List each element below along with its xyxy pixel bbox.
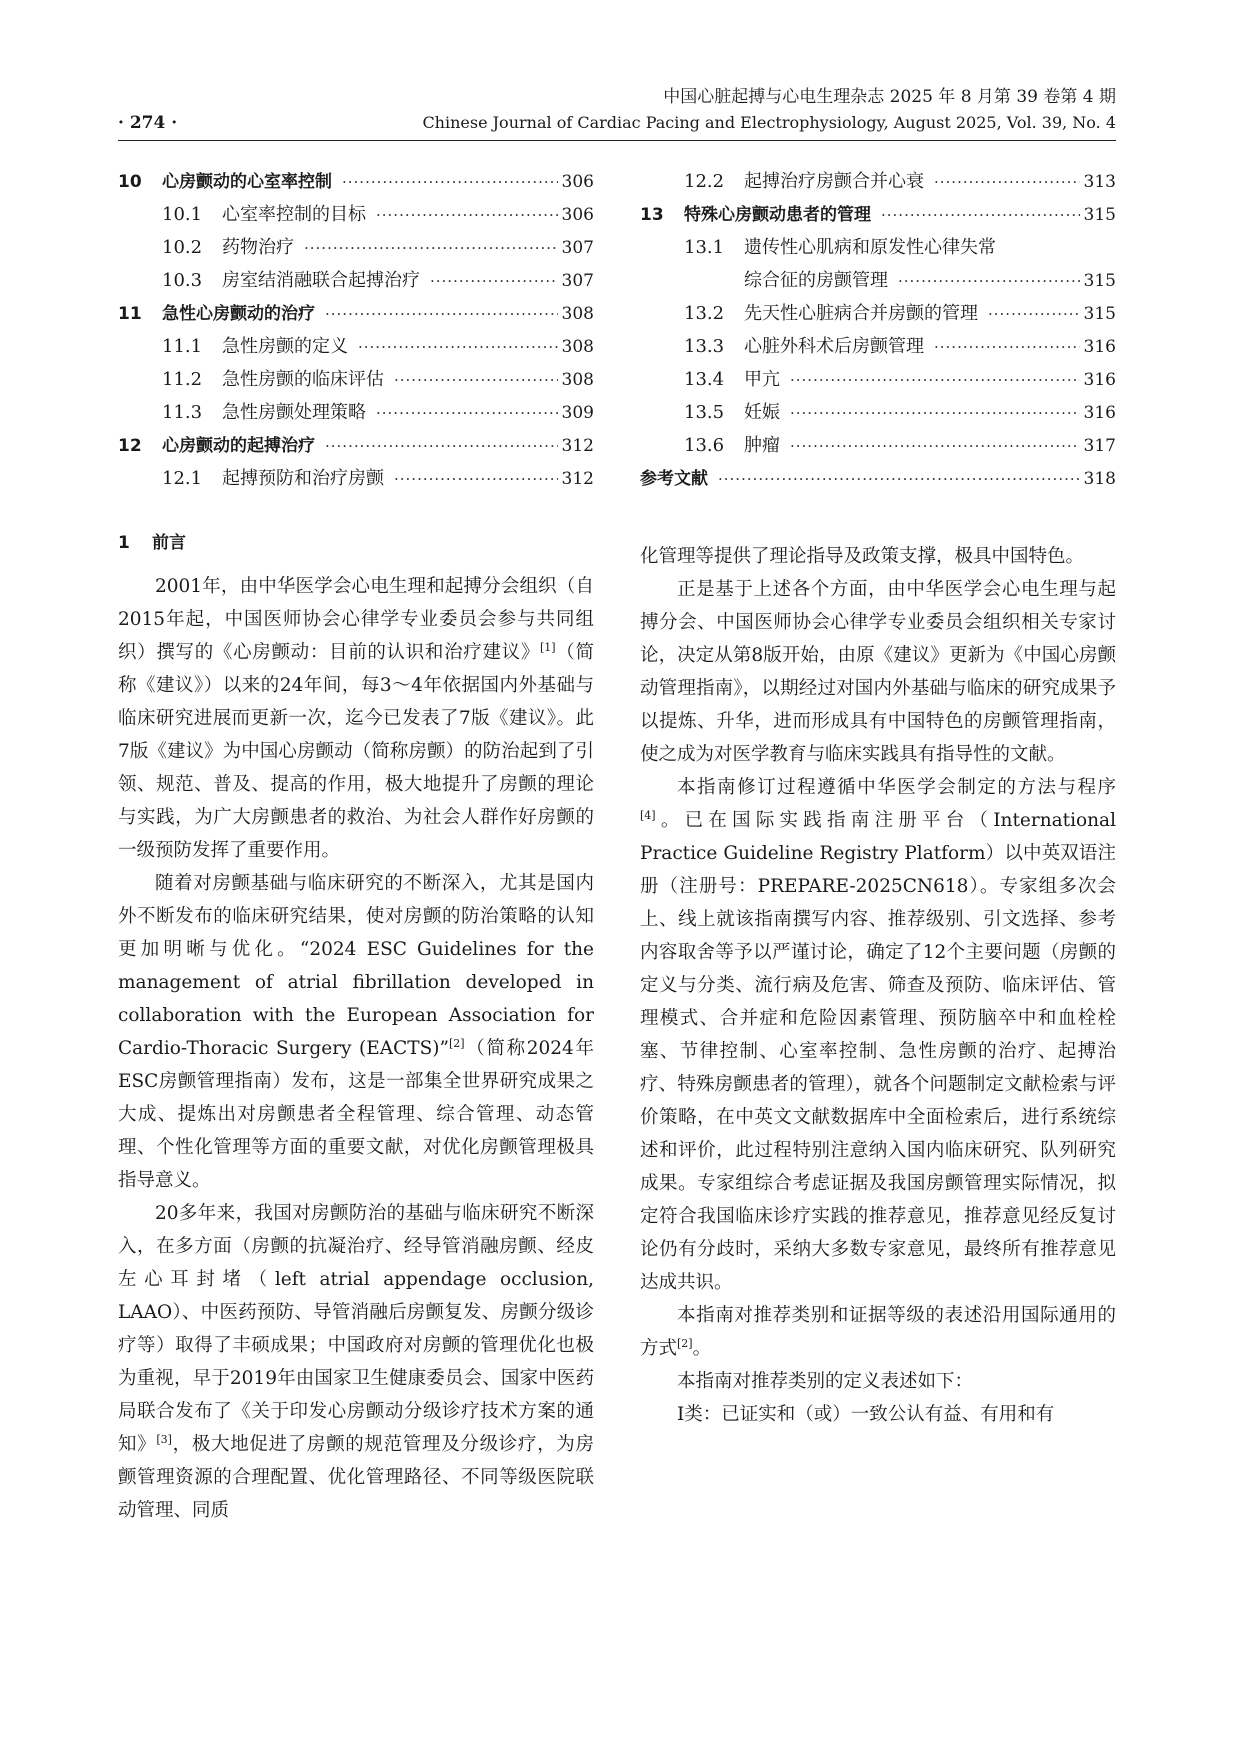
toc-entry bbox=[640, 200, 1116, 233]
toc-leader-dots bbox=[934, 173, 1080, 191]
toc-entry bbox=[640, 167, 1116, 200]
right-text-column bbox=[640, 540, 1116, 1431]
paragraph-text-cont: （简称《建议》）以来的24年间，每3～4年依据国内外基础与临床研究进展而更新一次，迄今已发表了7版《建议》。此7版《建议》为中国心房颤动（简称房颤）的防治起到了引领、规范、普及、提高的作用，极大地提升了房颤的理论与实践，为广大房颤患者的救治、为社会人群作好房颤的一级预防发挥了重要作用。 bbox=[118, 642, 594, 861]
toc-entry-title: 心房颤动的心室率控制 bbox=[162, 172, 332, 192]
toc-entry-page: 312 bbox=[561, 469, 594, 489]
toc-entry-page: 308 bbox=[561, 370, 594, 390]
paragraph-text-cont: ，极大地促进了房颤的规范管理及分级诊疗，为房颤管理资源的合理配置、优化管理路径、不同等级医院联动管理、同质 bbox=[118, 1434, 594, 1521]
toc-entry-title: 急性房颤处理策略 bbox=[222, 402, 366, 423]
toc-entry-number: 10.3 bbox=[162, 270, 203, 291]
toc-entry-page: 313 bbox=[1083, 172, 1116, 192]
paragraph-text: 2001年，由中华医学会心电生理和起搏分会组织（自2015年起，中国医师协会心律学专业委员会参与共同组织）撰写的《心房颤动：目前的认识和治疗建议》 bbox=[118, 576, 594, 663]
toc-entry-number: 11 bbox=[118, 304, 142, 324]
toc-leader-dots bbox=[358, 338, 558, 356]
paragraph bbox=[640, 771, 1116, 1299]
paragraph-text: 20多年来，我国对房颤防治的基础与临床研究不断深入，在多方面（房颤的抗凝治疗、经导管消融房颤、经皮左心耳封堵（left atrial appendage occlusion, LAAO）、中医药预防、导管消融后房颤复发、房颤分级诊疗等）取得了丰硕成果；中国政府对房颤的管理优化也极为重视，早于2019年由国家卫生健康委员会、国家中医药局联合发布了《关于印发心房颤动分级诊疗技术方案的通知》 bbox=[118, 1203, 594, 1455]
toc-entry-number: 13.5 bbox=[684, 402, 725, 423]
toc-entry-title: 遗传性心肌病和原发性心律失常 bbox=[744, 237, 996, 258]
toc-leader-dots bbox=[394, 371, 558, 389]
paragraph bbox=[118, 570, 594, 867]
paragraph-text-cont: （简称2024年ESC房颤管理指南）发布，这是一部集全世界研究成果之大成、提炼出对房颤患者全程管理、综合管理、动态管理、个性化管理等方面的重要文献，对优化房颤管理极具指导意义。 bbox=[118, 1038, 594, 1191]
toc-entry-title: 药物治疗 bbox=[222, 237, 294, 258]
paragraph bbox=[640, 1299, 1116, 1365]
toc-entry-title: 心房颤动的起搏治疗 bbox=[162, 436, 315, 456]
toc-entry bbox=[640, 266, 1116, 299]
header-rule bbox=[118, 140, 1116, 141]
toc-entry bbox=[640, 332, 1116, 365]
toc-entry-page: 307 bbox=[561, 238, 594, 258]
toc-entry-page: 315 bbox=[1083, 271, 1116, 291]
toc-entry-page: 308 bbox=[561, 337, 594, 357]
citation-ref: [2] bbox=[677, 1336, 693, 1350]
toc-entry-number: 13.4 bbox=[684, 369, 725, 390]
toc-entry bbox=[118, 233, 594, 266]
toc-entry-number: 11.1 bbox=[162, 336, 203, 357]
toc-entry-number: 10.1 bbox=[162, 204, 203, 225]
toc-leader-dots bbox=[430, 272, 558, 290]
toc-entry-page: 318 bbox=[1083, 469, 1116, 489]
paragraph bbox=[640, 573, 1116, 771]
toc-entry-page: 316 bbox=[1083, 370, 1116, 390]
toc-entry-title: 先天性心脏病合并房颤的管理 bbox=[744, 303, 978, 324]
paragraph-text: 正是基于上述各个方面，由中华医学会心电生理与起搏分会、中国医师协会心律学专业委员会组织相关专家讨论，决定从第8版开始，由原《建议》更新为《中国心房颤动管理指南》，以期经过对国内外基础与临床的研究成果予以提炼、升华，进而形成具有中国特色的房颤管理指南，使之成为对医学教育与临床实践具有指导性的文献。 bbox=[640, 579, 1116, 765]
toc-entry bbox=[118, 398, 594, 431]
citation-ref: [4] bbox=[640, 808, 656, 822]
toc-entry-page: 315 bbox=[1083, 304, 1116, 324]
toc-entry-title: 甲亢 bbox=[744, 369, 780, 390]
toc-entry bbox=[118, 299, 594, 332]
toc-entry-number: 12 bbox=[118, 436, 142, 456]
toc-entry-title: 房室结消融联合起搏治疗 bbox=[222, 270, 420, 291]
toc-entry-page: 312 bbox=[561, 436, 594, 456]
paragraph-text: 本指南对推荐类别的定义表述如下： bbox=[677, 1371, 974, 1392]
toc-entry bbox=[640, 299, 1116, 332]
toc-entry-title: 妊娠 bbox=[744, 402, 780, 423]
toc-entry-number: 13.2 bbox=[684, 303, 725, 324]
toc-entry bbox=[640, 398, 1116, 431]
toc-entry-number: 10 bbox=[118, 172, 142, 192]
paragraph-text-cont: 。已在国际实践指南注册平台（International Practice Guideline Registry Platform）以中英双语注册（注册号：PREPARE-2025CN618）。专家组多次会上、线上就该指南撰写内容、推荐级别、引文选择、参考内容取舍等予以严谨讨论，确定了12个主要问题（房颤的定义与分类、流行病及危害、筛查及预防、临床评估、管理模式、合并症和危险因素管理、预防脑卒中和血栓栓塞、节律控制、心室率控制、急性房颤的治疗、起搏治疗、特殊房颤患者的管理），就各个问题制定文献检索与评价策略，在中英文文献数据库中全面检索后，进行系统综述和评价，此过程特别注意纳入国内临床研究、队列研究成果。专家组综合考虑证据及我国房颤管理实际情况，拟定符合我国临床诊疗实践的推荐意见，推荐意见经反复讨论仍有分歧时，采纳大多数专家意见，最终所有推荐意见达成共识。 bbox=[640, 810, 1116, 1293]
toc-left-column bbox=[118, 167, 594, 497]
toc-entry-page: 309 bbox=[561, 403, 594, 423]
toc-entry-number: 13.3 bbox=[684, 336, 725, 357]
paragraph-text: 本指南对推荐类别和证据等级的表述沿用国际通用的方式 bbox=[640, 1305, 1116, 1359]
toc-entry-number: 13.1 bbox=[684, 237, 725, 258]
paragraph-text: Ⅰ类：已证实和（或）一致公认有益、有用和有 bbox=[677, 1404, 1055, 1425]
toc-entry bbox=[640, 233, 1116, 266]
citation-ref: [3] bbox=[156, 1432, 172, 1446]
toc-leader-dots bbox=[325, 437, 558, 455]
toc-entry-title: 综合征的房颤管理 bbox=[744, 270, 888, 291]
paragraph-text-cont: 。 bbox=[692, 1338, 712, 1359]
toc-entry bbox=[118, 365, 594, 398]
toc-entry-page: 306 bbox=[561, 172, 594, 192]
toc-leader-dots bbox=[718, 470, 1080, 488]
citation-ref: [1] bbox=[540, 640, 556, 654]
toc-entry-page: 308 bbox=[561, 304, 594, 324]
toc-leader-dots bbox=[790, 437, 1080, 455]
toc-entry-number: 12.1 bbox=[162, 468, 203, 489]
toc-entry-page: 307 bbox=[561, 271, 594, 291]
journal-title-cn: 中国心脏起搏与心电生理杂志 2025 年 8 月第 39 卷第 4 期 bbox=[663, 87, 1116, 107]
toc-leader-dots bbox=[790, 371, 1080, 389]
toc-entry bbox=[640, 431, 1116, 464]
toc-entry-title: 参考文献 bbox=[640, 469, 708, 489]
toc-entry bbox=[118, 266, 594, 299]
paragraph bbox=[640, 1365, 1116, 1398]
toc-entry-title: 起搏预防和治疗房颤 bbox=[222, 468, 384, 489]
page-number: · 274 · bbox=[118, 113, 178, 133]
paragraph bbox=[640, 1398, 1116, 1431]
toc-right-column bbox=[640, 167, 1116, 497]
toc-entry bbox=[640, 365, 1116, 398]
toc-entry bbox=[118, 200, 594, 233]
toc-entry bbox=[118, 464, 594, 497]
toc-leader-dots bbox=[376, 206, 558, 224]
toc-entry-title: 特殊心房颤动患者的管理 bbox=[684, 205, 871, 225]
toc-entry-page: 316 bbox=[1083, 337, 1116, 357]
paragraph-text: 化管理等提供了理论指导及政策支撑，极具中国特色。 bbox=[640, 546, 1085, 567]
toc-entry-title: 起搏治疗房颤合并心衰 bbox=[744, 171, 924, 192]
toc-entry-number: 13 bbox=[640, 205, 664, 225]
toc-entry-number: 11.2 bbox=[162, 369, 203, 390]
toc-leader-dots bbox=[898, 272, 1080, 290]
toc-leader-dots bbox=[881, 206, 1080, 224]
toc-leader-dots bbox=[376, 404, 558, 422]
toc-entry-title: 心脏外科术后房颤管理 bbox=[744, 336, 924, 357]
toc-entry-page: 306 bbox=[561, 205, 594, 225]
toc-leader-dots bbox=[790, 404, 1080, 422]
toc-entry-number: 11.3 bbox=[162, 402, 203, 423]
toc-entry-title: 急性房颤的定义 bbox=[222, 336, 348, 357]
section-number: 1 bbox=[118, 533, 130, 553]
paragraph bbox=[118, 867, 594, 1197]
left-paragraphs bbox=[118, 570, 594, 1527]
toc-entry-title: 急性心房颤动的治疗 bbox=[162, 304, 315, 324]
toc-leader-dots bbox=[394, 470, 558, 488]
toc-leader-dots bbox=[988, 305, 1080, 323]
toc-entry-number: 10.2 bbox=[162, 237, 203, 258]
right-paragraphs bbox=[640, 540, 1116, 1431]
toc-entry-page: 317 bbox=[1083, 436, 1116, 456]
citation-ref: [2] bbox=[448, 1036, 465, 1050]
toc-entry bbox=[640, 464, 1116, 497]
toc-entry-number: 12.2 bbox=[684, 171, 725, 192]
toc-leader-dots bbox=[934, 338, 1080, 356]
toc-entry bbox=[118, 332, 594, 365]
toc-leader-dots bbox=[325, 305, 558, 323]
toc-entry-title: 急性房颤的临床评估 bbox=[222, 369, 384, 390]
toc-entry-page: 315 bbox=[1083, 205, 1116, 225]
toc-entry-title: 肿瘤 bbox=[744, 435, 780, 456]
toc-leader-dots bbox=[304, 239, 558, 257]
toc-entry-page: 316 bbox=[1083, 403, 1116, 423]
toc-entry-number: 13.6 bbox=[684, 435, 725, 456]
toc-leader-dots bbox=[342, 173, 558, 191]
journal-title-en: Chinese Journal of Cardiac Pacing and Electrophysiology, August 2025, Vol. 39, No. 4 bbox=[422, 113, 1116, 132]
toc-entry bbox=[118, 431, 594, 464]
section-heading bbox=[118, 527, 594, 560]
paragraph-text: 本指南修订过程遵循中华医学会制定的方法与程序 bbox=[677, 777, 1116, 798]
left-text-column bbox=[118, 527, 594, 1527]
paragraph bbox=[118, 1197, 594, 1527]
toc-entry bbox=[118, 167, 594, 200]
toc-entry-title: 心室率控制的目标 bbox=[222, 204, 366, 225]
paragraph bbox=[640, 540, 1116, 573]
section-title: 前言 bbox=[152, 533, 186, 553]
paragraph-text: 随着对房颤基础与临床研究的不断深入，尤其是国内外不断发布的临床研究结果，使对房颤的防治策略的认知更加明晰与优化。“2024 ESC Guidelines for the management of atrial fibrillation developed in collaboration with the European Association for Cardio-Thoracic Surgery (EACTS)” bbox=[118, 873, 594, 1059]
